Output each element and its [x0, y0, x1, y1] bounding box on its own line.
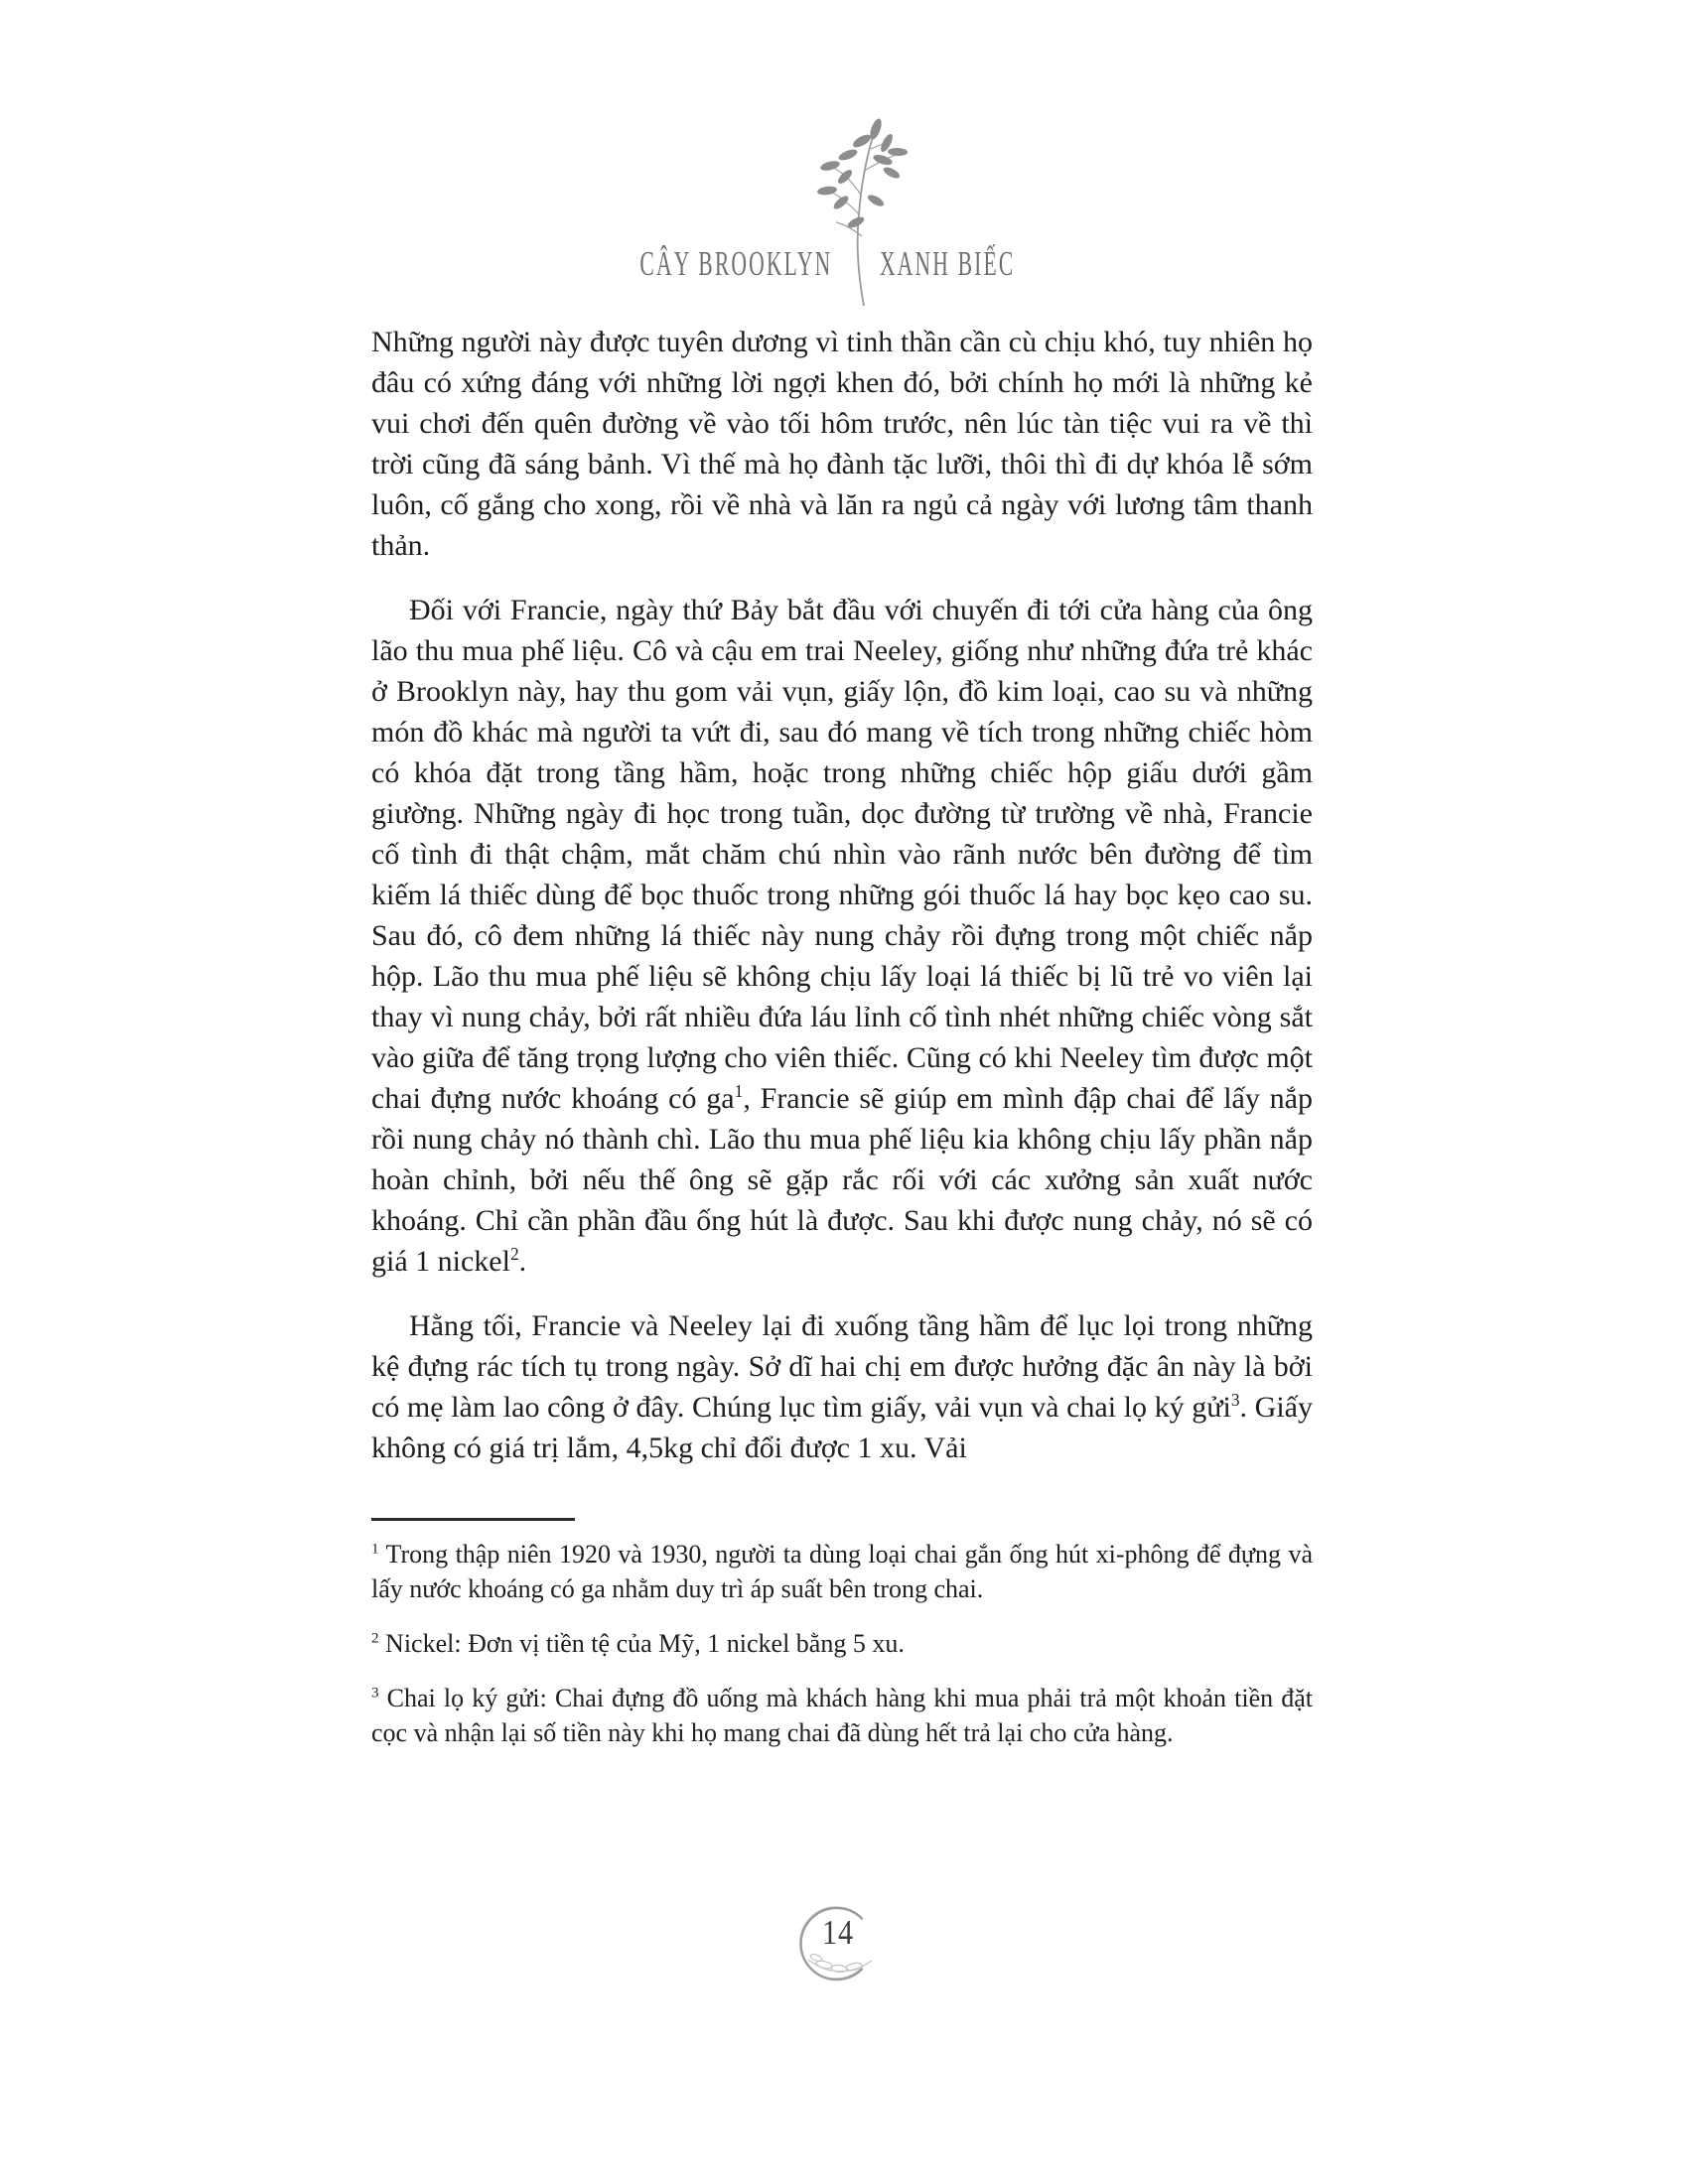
body-text — [371, 322, 1313, 1468]
footnote: $^2$ Nickel: Đơn vị tiền tệ của Mỹ, 1 nickel bằng 5 xu. — [371, 1629, 905, 1658]
footnote: $^1$ Trong thập niên 1920 và 1930, người ta dùng loại chai gắn ống hút xi-phông để đựng và lấy nước khoáng có ga nhằm duy trì áp suất bên trong chai. — [371, 1540, 1313, 1603]
paragraph: Những người này được tuyên dương vì tinh thần cần cù chịu khó, tuy nhiên họ đâu có xứng đáng với những lời ngợi khen đó, bởi chính họ mới là những kẻ vui chơi đến quên đường về vào tối hôm trước, nên lúc tàn tiệc vui ra về thì trời cũng đã sáng bảnh. Vì thế mà họ đành tặc lưỡi, thôi thì đi dự khóa lễ sớm luôn, cố gắng cho xong, rồi về nhà và lăn ra ngủ cả ngày với lương tâm thanh thản. — [371, 326, 1313, 562]
paragraph: Đối với Francie, ngày thứ Bảy bắt đầu với chuyến đi tới cửa hàng của ông lão thu mua phế liệu. Cô và cậu em trai Neeley, giống như những đứa trẻ khác ở Brooklyn này, hay thu gom vải vụn, giấy lộn, đồ kim loại, cao su và những món đồ khác mà người ta vứt đi, sau đó mang về tích trong những chiếc hòm có khóa đặt trong tầng hầm, hoặc trong những chiếc hộp giấu dưới gầm giường. Những ngày đi học trong tuần, dọc đường từ trường về nhà, Francie cố tình đi thật chậm, mắt chăm chú nhìn vào rãnh nước bên đường để tìm kiếm lá thiếc dùng để bọc thuốc trong những gói thuốc lá hay bọc kẹo cao su. Sau đó, cô đem những lá thiếc này nung chảy rồi đựng trong một chiếc nắp hộp. Lão thu mua phế liệu sẽ không chịu lấy loại lá thiếc bị lũ trẻ vo viên lại thay vì nung chảy, bởi rất nhiều đứa láu lỉnh cố tình nhét những chiếc vòng sắt vào giữa để tăng trọng lượng cho viên thiếc. Cũng có khi Neeley tìm được một chai đựng nước khoáng có $ga^1$, Francie sẽ giúp em mình đập chai để lấy nắp rồi nung chảy nó thành chì. Lão thu mua phế liệu kia không chịu lấy phần nắp hoàn chỉnh, bởi nếu thế ông sẽ gặp rắc rối với các xưởng sản xuất nước khoáng. Chỉ cần phần đầu ống hút là được. Sau khi được nung chảy, nó sẽ có giá 1 nickel$^2$. — [371, 594, 1313, 1278]
footnotes — [371, 1537, 1313, 1750]
footnote-ref: 1 — [734, 1081, 744, 1101]
page-title-right: XANH BIẾC — [880, 244, 1016, 283]
footnote-marker: 1 — [371, 1541, 379, 1558]
footnote-ref: 3 — [1230, 1390, 1240, 1410]
footnote-marker: 2 — [371, 1630, 379, 1647]
page-number-ornament — [794, 1898, 882, 1991]
footnote: $^3$ Chai lọ ký gửi: Chai đựng đồ uống mà khách hàng khi mua phải trả một khoản tiền đặt cọc và nhận lại số tiền này khi họ mang chai đã dùng hết trả lại cho cửa hàng. — [371, 1684, 1313, 1747]
footnote-ref: 2 — [509, 1244, 519, 1264]
footnote-marker: 3 — [371, 1685, 379, 1702]
paragraph: Hằng tối, Francie và Neeley lại đi xuống tầng hầm để lục lọi trong những kệ đựng rác tích tụ trong ngày. Sở dĩ hai chị em được hưởng đặc ân này là bởi có mẹ làm lao công ở đây. Chúng lục tìm giấy, vải vụn và chai lọ ký gửi$^3$. Giấy không có giá trị lắm, 4,5kg chỉ đổi được 1 xu. Vải — [371, 1309, 1313, 1464]
page-title-left: CÂY BROOKLYN — [639, 244, 832, 283]
page-number: 14 — [822, 1914, 854, 1952]
footnote-separator — [371, 1518, 575, 1521]
